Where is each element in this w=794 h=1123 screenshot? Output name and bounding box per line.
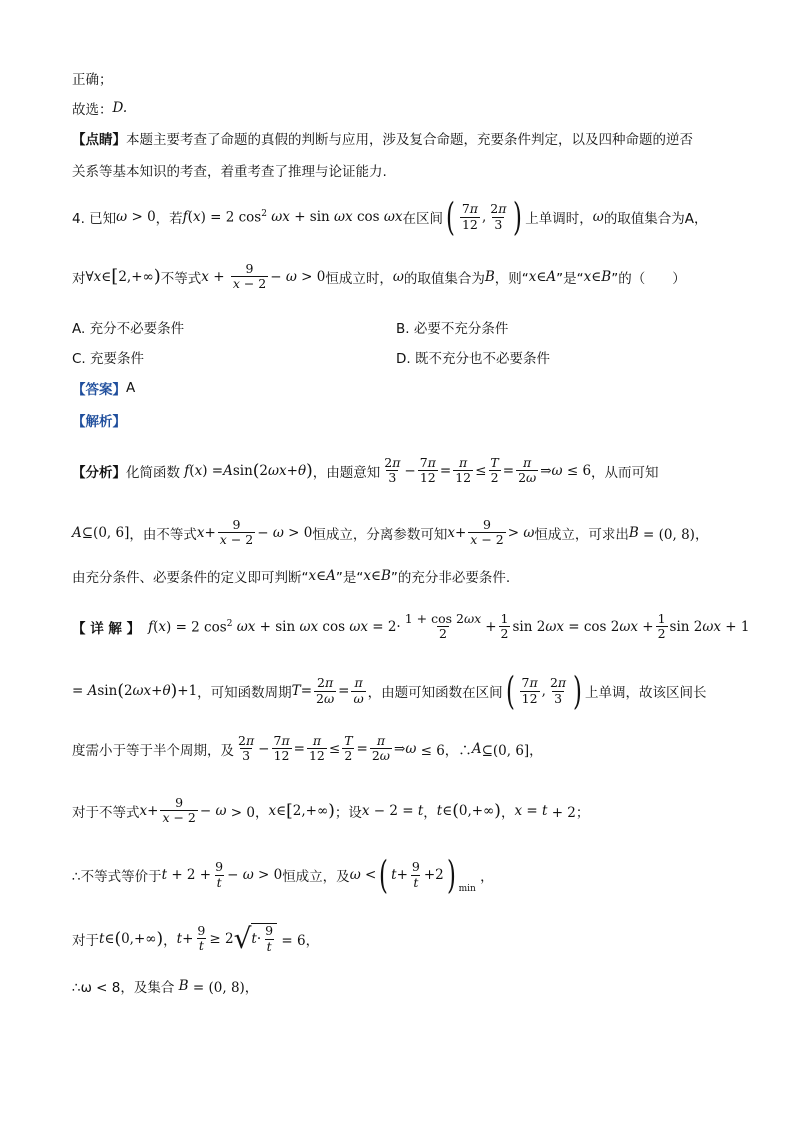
fraction: $\frac{7\pi}{12}$ <box>461 201 478 232</box>
text: 对于不等式 <box>72 804 140 821</box>
solution-line: ∴ω < 8，及集合 B = (0, 8)， <box>72 978 259 996</box>
text: ，可知函数周期 <box>197 685 292 701</box>
text: ，则“ <box>494 270 529 287</box>
text: 故选： <box>72 102 113 118</box>
text-line <box>72 98 127 118</box>
option-a[interactable]: A. 充分不必要条件 <box>72 321 185 337</box>
question-line: 对 ∀ x ∈ [ 2,+∞ ) 不等式 x + $\frac{9}{x - 2}$ − ω > 0 恒成立时， ω 的取值集合为 B ，则“ x ∈ A ”是“ x ∈ B ”的（ ） <box>72 261 686 292</box>
option-b[interactable]: B. 必要不充分条件 <box>396 321 509 337</box>
text: 的取值集合为A， <box>603 211 708 227</box>
text: ，由题意知 <box>312 464 381 481</box>
solution-line: 【 详 解 】 f ( x ) = 2 $\cos^2$ ωx + sin ωx cos ωx = 2· $\frac{1 + \cos 2\omega x}{2}$ + $\frac{1}{2}$ sin 2 ωx = cos 2 ωx + $\frac{1}{2}$ sin 2 ωx + 1 <box>72 611 750 642</box>
text-line <box>72 160 387 180</box>
text: 在区间 <box>402 211 443 227</box>
text: 由充分条件、必要条件的定义即可判断“ <box>72 570 309 586</box>
solution-line: ∴不等式等价于 t + 2 + $\frac{9}{t}$ − ω > 0 恒成立，及 ω < ( t + $\frac{9}{t}$ +2 ) min ， <box>72 853 494 897</box>
option-c[interactable]: C. 充要条件 <box>72 351 145 367</box>
text: ，若 <box>155 211 183 227</box>
answer-value: A <box>126 380 136 396</box>
analysis-line: 由充分条件、必要条件的定义即可判断“ x ∈ A ”是“ x ∈ B ”的充分非必要条件. <box>72 568 511 586</box>
text: 上单调，故该区间长 <box>584 685 707 701</box>
fraction: $\frac{9}{x - 2}$ <box>232 261 267 292</box>
fraction: $\frac{2\pi}{3}$ <box>490 201 507 232</box>
text: ”的（ ） <box>611 270 686 287</box>
answer-letter: D. <box>112 100 128 116</box>
text: ，由不等式 <box>129 526 197 543</box>
answer-line <box>72 378 135 398</box>
text: 恒成立，可求出 <box>534 526 629 543</box>
text-line <box>72 68 113 88</box>
section-tag: 【分析】 <box>72 464 126 481</box>
text: ”的充分非必要条件. <box>390 570 511 586</box>
solution-line: 度需小于等于半个周期，及 $\frac{2\pi}{3}$ − $\frac{7\pi}{12}$ = $\frac{\pi}{12}$ ≤ $\frac{T}{2}$ = $\frac{\pi}{2\omega}$ ⇒ ω ≤ 6，∴ A ⊆(0, 6]， <box>72 733 543 764</box>
text: ∴ω < 8，及集合 <box>72 980 175 996</box>
text: 恒成立，及 <box>282 869 350 885</box>
section-tag: 【点睛】 <box>72 132 126 148</box>
solution-line: = A sin ( 2 ωx + θ ) +1 ，可知函数周期 T = $\frac{2\pi}{2\omega}$ = $\frac{\pi}{\omega}$ ，由题可知函数在区间 ( $\frac{7\pi}{12}$ , $\frac{2\pi}{3}$ ) 上单调，故该区间长 <box>72 669 707 713</box>
text-line <box>72 128 693 148</box>
solution-line: 对于不等式 x + $\frac{9}{x - 2}$ − ω > 0， x ∈ [ 2,+∞ ) ；设 x − 2 = t ， t ∈ ( 0,+∞ ) ， x = t + 2； <box>72 795 590 826</box>
text: 不等式 <box>160 270 202 287</box>
text: 度需小于等于半个周期，及 <box>72 742 234 759</box>
analysis-line <box>72 410 126 430</box>
text: 关系等基本知识的考查，着重考查了推理与论证能力. <box>72 164 387 180</box>
text: 本题主要考查了命题的真假的判断与应用，涉及复合命题，充要条件判定，以及四种命题的逆否 <box>126 132 693 148</box>
text: 上单调时， <box>525 211 593 227</box>
text: 4. 已知 <box>72 211 117 227</box>
text: 化简函数 <box>126 464 180 481</box>
option-d[interactable]: D. 既不充分也不必要条件 <box>396 351 550 367</box>
analysis-tag: 【解析】 <box>72 414 126 430</box>
analysis-line: A ⊆(0, 6] ，由不等式 x + $\frac{9}{x - 2}$ − ω > 0 恒成立，分离参数可知 x + $\frac{9}{x - 2}$ > ω 恒成立，可求出 B = (0, 8)， <box>72 517 709 548</box>
text: ；设 <box>334 804 362 821</box>
text: ”是“ <box>335 570 364 586</box>
text: 对于 <box>72 932 99 949</box>
text: 的取值集合为 <box>403 270 485 287</box>
formula: ω <box>116 209 128 225</box>
text: ∴不等式等价于 <box>72 869 162 885</box>
text: 恒成立，分离参数可知 <box>312 526 448 543</box>
text: ，由题可知函数在区间 <box>367 685 503 701</box>
analysis-line: 【分析】 化简函数 f ( x ) = A sin ( 2 ωx + θ ) ，由题意知 $\frac{2\pi}{3}$ − $\frac{7\pi}{12}$ = $\frac{\pi}{12}$ ≤ $\frac{T}{2}$ = $\frac{\pi}{2\omega}$ ⇒ ω ≤ 6 ，从而可知 <box>72 455 659 486</box>
solution-line: 对于 t ∈ ( 0,+∞ ) ， t + $\frac{9}{t}$ ≥ 2 √ t · $\frac{9}{t}$ = 6， <box>72 922 320 955</box>
text: ，从而可知 <box>591 464 659 481</box>
question-line: 4. 已知 ω > 0 ，若 f ( x ) = 2 $\cos^2$ ωx + sin ωx cos ωx 在区间 ( $\frac{7\pi}{12}$ , $\frac{2\pi}{3}$ ) 上单调时， ω 的取值集合为A， <box>72 195 708 239</box>
text: 恒成立时， <box>325 270 393 287</box>
formula: f <box>182 209 188 225</box>
text: 对 <box>72 270 86 287</box>
section-tag: 【 详 解 】 <box>72 620 141 637</box>
answer-tag: 【答案】 <box>72 382 126 398</box>
text: ”是“ <box>556 270 584 287</box>
text: 正确； <box>72 72 113 88</box>
